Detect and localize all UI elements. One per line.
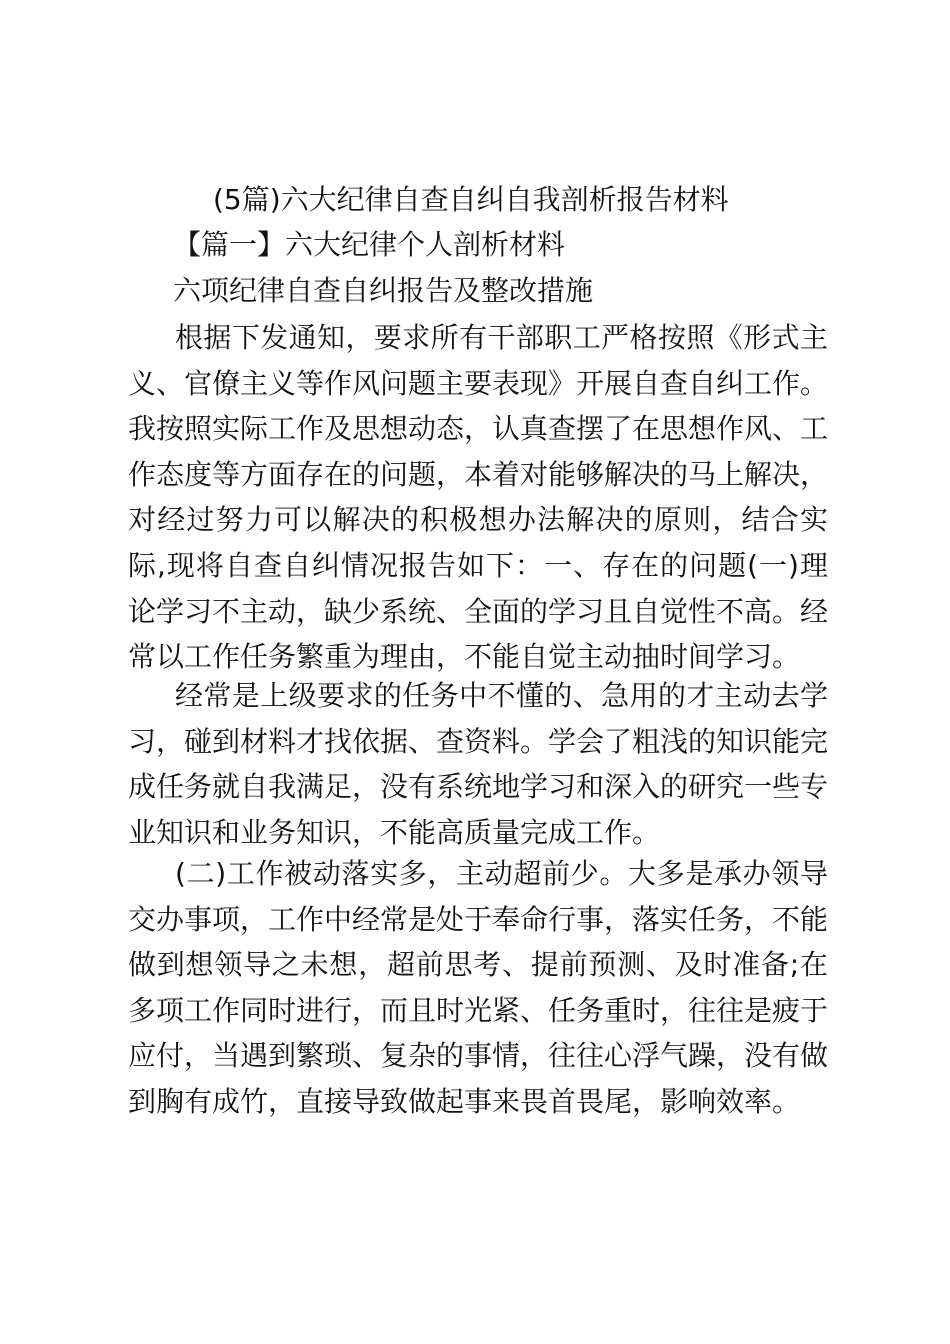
paragraph-2: 经常是上级要求的任务中不懂的、急用的才主动去学习，碰到材料才找依据、查资料。学会了粗浅的知识能完成任务就自我满足，没有系统地学习和深入的研究一些专业知识和业务知识，不能高质量完成工作。	[128, 679, 829, 849]
paragraph-3: (二)工作被动落实多，主动超前少。大多是承办领导交办事项，工作中经常是处于奉命行事，落实任务，不能做到想领导之未想，超前思考、提前预测、及时准备;在多项工作同时进行，而且时光紧、任务重时，往往是疲于应付，当遇到繁琐、复杂的事情，往往心浮气躁，没有做到胸有成竹，直接导致做起事来畏首畏尾，影响效率。	[128, 857, 829, 1118]
section-heading: 【篇一】六大纪律个人剖析材料	[173, 228, 566, 261]
sub-heading: 六项纪律自查自纠报告及整改措施	[173, 274, 594, 307]
document-title: (5篇)六大纪律自查自纠自我剖析报告材料	[213, 183, 729, 216]
paragraph-1: 根据下发通知，要求所有干部职工严格按照《形式主义、官僚主义等作风问题主要表现》开展自查自纠工作。我按照实际工作及思想动态，认真查摆了在思想作风、工作态度等方面存在的问题，本着对能够解决的马上解决，对经过努力可以解决的积极想办法解决的原则，结合实际,现将自查自纠情况报告如下：一、存在的问题(一)理论学习不主动，缺少系统、全面的学习且自觉性不高。经常以工作任务繁重为理由，不能自觉主动抽时间学习。	[128, 321, 829, 674]
